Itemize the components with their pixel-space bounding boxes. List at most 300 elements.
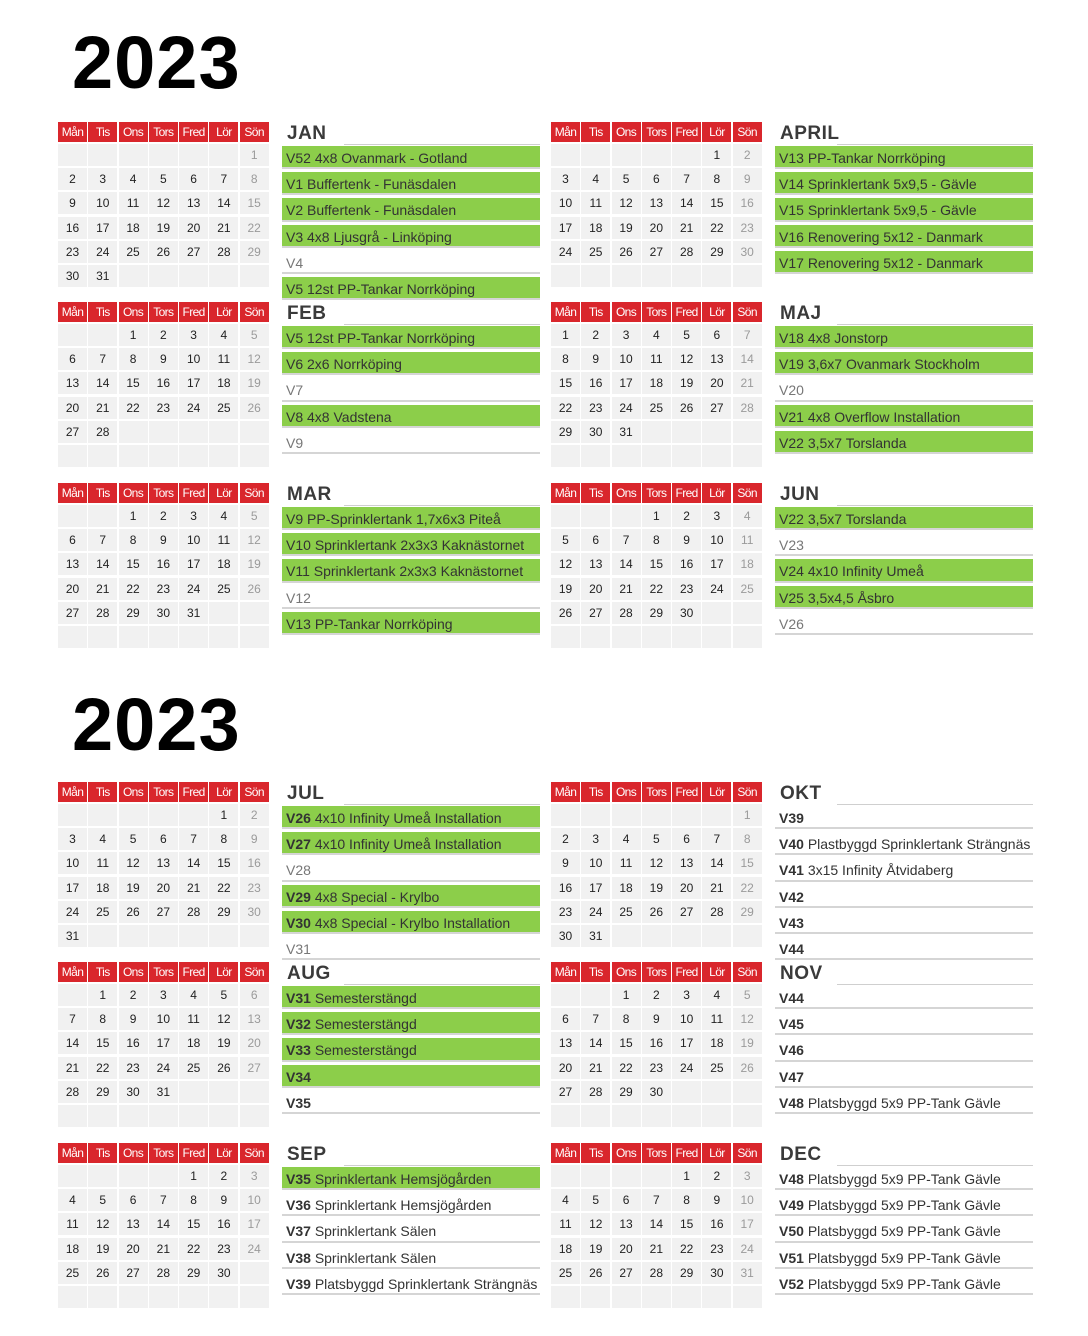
day-cell[interactable]: 8	[119, 348, 148, 370]
day-cell[interactable]: 7	[733, 324, 762, 346]
day-cell[interactable]: 1	[733, 804, 762, 826]
day-cell[interactable]: 10	[672, 1008, 701, 1030]
week-event[interactable]	[282, 858, 540, 881]
day-cell[interactable]: 9	[149, 529, 178, 551]
week-event[interactable]	[282, 352, 540, 375]
day-cell[interactable]: 22	[119, 397, 148, 419]
week-event[interactable]	[775, 1012, 1033, 1035]
day-cell[interactable]: 14	[58, 1032, 87, 1054]
day-cell[interactable]: 23	[58, 241, 87, 263]
day-cell[interactable]: 30	[702, 1262, 731, 1284]
day-cell[interactable]: 26	[240, 397, 269, 419]
day-cell[interactable]: 7	[612, 529, 641, 551]
day-cell[interactable]: 29	[642, 602, 671, 624]
day-cell[interactable]: 4	[209, 505, 238, 527]
day-cell[interactable]: 3	[581, 828, 610, 850]
day-cell[interactable]: 21	[88, 397, 117, 419]
day-cell[interactable]: 24	[612, 397, 641, 419]
day-cell[interactable]: 20	[642, 217, 671, 239]
day-cell[interactable]: 12	[240, 348, 269, 370]
day-cell[interactable]: 8	[612, 1008, 641, 1030]
day-cell[interactable]: 14	[179, 852, 208, 874]
day-cell[interactable]: 7	[209, 168, 238, 190]
day-cell[interactable]: 21	[672, 217, 701, 239]
week-event[interactable]	[282, 198, 540, 221]
week-event[interactable]	[282, 378, 540, 401]
day-cell[interactable]: 29	[612, 1081, 641, 1103]
week-event[interactable]	[282, 326, 540, 349]
day-cell[interactable]: 16	[209, 1213, 238, 1235]
day-cell[interactable]: 17	[179, 553, 208, 575]
week-event[interactable]	[282, 251, 540, 274]
day-cell[interactable]: 8	[672, 1189, 701, 1211]
day-cell[interactable]: 5	[672, 324, 701, 346]
week-event[interactable]	[282, 1193, 540, 1216]
day-cell[interactable]: 1	[88, 984, 117, 1006]
day-cell[interactable]: 7	[88, 529, 117, 551]
day-cell[interactable]: 2	[581, 324, 610, 346]
week-event[interactable]	[775, 911, 1033, 934]
day-cell[interactable]: 19	[642, 877, 671, 899]
day-cell[interactable]: 6	[672, 828, 701, 850]
day-cell[interactable]: 10	[733, 1189, 762, 1211]
day-cell[interactable]: 4	[58, 1189, 87, 1211]
day-cell[interactable]: 19	[240, 553, 269, 575]
day-cell[interactable]: 17	[581, 877, 610, 899]
day-cell[interactable]: 5	[551, 529, 580, 551]
day-cell[interactable]: 16	[149, 372, 178, 394]
day-cell[interactable]: 5	[642, 828, 671, 850]
day-cell[interactable]: 3	[179, 324, 208, 346]
day-cell[interactable]: 9	[58, 192, 87, 214]
day-cell[interactable]: 28	[209, 241, 238, 263]
day-cell[interactable]: 2	[551, 828, 580, 850]
day-cell[interactable]: 21	[179, 877, 208, 899]
day-cell[interactable]: 31	[179, 602, 208, 624]
day-cell[interactable]: 25	[209, 397, 238, 419]
day-cell[interactable]: 20	[179, 217, 208, 239]
day-cell[interactable]: 21	[642, 1238, 671, 1260]
day-cell[interactable]: 2	[209, 1165, 238, 1187]
day-cell[interactable]: 13	[702, 348, 731, 370]
day-cell[interactable]: 29	[702, 241, 731, 263]
day-cell[interactable]: 11	[88, 852, 117, 874]
day-cell[interactable]: 30	[58, 265, 87, 287]
day-cell[interactable]: 3	[240, 1165, 269, 1187]
day-cell[interactable]: 2	[119, 984, 148, 1006]
day-cell[interactable]: 14	[672, 192, 701, 214]
week-event[interactable]	[282, 1272, 540, 1295]
day-cell[interactable]: 19	[240, 372, 269, 394]
week-event[interactable]	[775, 405, 1033, 428]
week-event[interactable]	[775, 251, 1033, 274]
day-cell[interactable]: 24	[733, 1238, 762, 1260]
day-cell[interactable]: 2	[58, 168, 87, 190]
day-cell[interactable]: 15	[642, 553, 671, 575]
day-cell[interactable]: 19	[733, 1032, 762, 1054]
week-event[interactable]	[775, 1065, 1033, 1088]
day-cell[interactable]: 11	[551, 1213, 580, 1235]
day-cell[interactable]: 23	[119, 1057, 148, 1079]
day-cell[interactable]: 23	[733, 217, 762, 239]
day-cell[interactable]: 4	[612, 828, 641, 850]
day-cell[interactable]: 17	[551, 217, 580, 239]
day-cell[interactable]: 9	[642, 1008, 671, 1030]
day-cell[interactable]: 16	[240, 852, 269, 874]
day-cell[interactable]: 6	[58, 529, 87, 551]
day-cell[interactable]: 27	[551, 1081, 580, 1103]
day-cell[interactable]: 15	[179, 1213, 208, 1235]
day-cell[interactable]: 20	[551, 1057, 580, 1079]
day-cell[interactable]: 14	[612, 553, 641, 575]
day-cell[interactable]: 20	[119, 1238, 148, 1260]
day-cell[interactable]: 22	[209, 877, 238, 899]
day-cell[interactable]: 10	[58, 852, 87, 874]
week-event[interactable]	[282, 225, 540, 248]
day-cell[interactable]: 11	[209, 529, 238, 551]
day-cell[interactable]: 5	[240, 505, 269, 527]
day-cell[interactable]: 29	[240, 241, 269, 263]
day-cell[interactable]: 19	[149, 217, 178, 239]
day-cell[interactable]: 5	[88, 1189, 117, 1211]
day-cell[interactable]: 30	[240, 901, 269, 923]
day-cell[interactable]: 12	[672, 348, 701, 370]
day-cell[interactable]: 22	[119, 578, 148, 600]
day-cell[interactable]: 6	[581, 529, 610, 551]
day-cell[interactable]: 16	[733, 192, 762, 214]
day-cell[interactable]: 2	[642, 984, 671, 1006]
day-cell[interactable]: 10	[581, 852, 610, 874]
week-event[interactable]	[775, 806, 1033, 829]
day-cell[interactable]: 13	[58, 553, 87, 575]
day-cell[interactable]: 9	[672, 529, 701, 551]
day-cell[interactable]: 27	[149, 901, 178, 923]
day-cell[interactable]: 26	[209, 1057, 238, 1079]
day-cell[interactable]: 10	[702, 529, 731, 551]
day-cell[interactable]: 21	[149, 1238, 178, 1260]
day-cell[interactable]: 25	[209, 578, 238, 600]
week-event[interactable]	[775, 1193, 1033, 1216]
day-cell[interactable]: 10	[88, 192, 117, 214]
day-cell[interactable]: 16	[149, 553, 178, 575]
day-cell[interactable]: 8	[179, 1189, 208, 1211]
day-cell[interactable]: 15	[733, 852, 762, 874]
day-cell[interactable]: 1	[119, 324, 148, 346]
day-cell[interactable]: 7	[149, 1189, 178, 1211]
day-cell[interactable]: 5	[612, 168, 641, 190]
day-cell[interactable]: 12	[119, 852, 148, 874]
day-cell[interactable]: 4	[88, 828, 117, 850]
day-cell[interactable]: 31	[58, 925, 87, 947]
day-cell[interactable]: 18	[733, 553, 762, 575]
day-cell[interactable]: 27	[119, 1262, 148, 1284]
day-cell[interactable]: 10	[149, 1008, 178, 1030]
week-event[interactable]	[775, 1038, 1033, 1061]
day-cell[interactable]: 26	[672, 397, 701, 419]
day-cell[interactable]: 23	[209, 1238, 238, 1260]
day-cell[interactable]: 7	[672, 168, 701, 190]
day-cell[interactable]: 7	[581, 1008, 610, 1030]
week-event[interactable]	[775, 858, 1033, 881]
day-cell[interactable]: 4	[733, 505, 762, 527]
week-event[interactable]	[775, 1219, 1033, 1242]
day-cell[interactable]: 21	[612, 578, 641, 600]
week-event[interactable]	[775, 507, 1033, 530]
day-cell[interactable]: 25	[733, 578, 762, 600]
day-cell[interactable]: 19	[119, 877, 148, 899]
day-cell[interactable]: 23	[149, 397, 178, 419]
day-cell[interactable]: 13	[642, 192, 671, 214]
day-cell[interactable]: 8	[702, 168, 731, 190]
day-cell[interactable]: 6	[149, 828, 178, 850]
day-cell[interactable]: 5	[119, 828, 148, 850]
day-cell[interactable]: 27	[702, 397, 731, 419]
day-cell[interactable]: 9	[581, 348, 610, 370]
day-cell[interactable]: 23	[149, 578, 178, 600]
day-cell[interactable]: 12	[88, 1213, 117, 1235]
day-cell[interactable]: 16	[642, 1032, 671, 1054]
day-cell[interactable]: 2	[240, 804, 269, 826]
day-cell[interactable]: 25	[702, 1057, 731, 1079]
day-cell[interactable]: 17	[702, 553, 731, 575]
day-cell[interactable]: 18	[581, 217, 610, 239]
week-event[interactable]	[282, 405, 540, 428]
day-cell[interactable]: 9	[702, 1189, 731, 1211]
day-cell[interactable]: 6	[240, 984, 269, 1006]
day-cell[interactable]: 10	[179, 529, 208, 551]
day-cell[interactable]: 25	[642, 397, 671, 419]
day-cell[interactable]: 14	[702, 852, 731, 874]
day-cell[interactable]: 31	[149, 1081, 178, 1103]
day-cell[interactable]: 14	[88, 553, 117, 575]
day-cell[interactable]: 16	[672, 553, 701, 575]
day-cell[interactable]: 22	[702, 217, 731, 239]
day-cell[interactable]: 30	[119, 1081, 148, 1103]
day-cell[interactable]: 26	[612, 241, 641, 263]
day-cell[interactable]: 31	[733, 1262, 762, 1284]
day-cell[interactable]: 2	[149, 505, 178, 527]
day-cell[interactable]: 1	[209, 804, 238, 826]
day-cell[interactable]: 25	[551, 1262, 580, 1284]
day-cell[interactable]: 24	[58, 901, 87, 923]
week-event[interactable]	[282, 1167, 540, 1190]
day-cell[interactable]: 27	[240, 1057, 269, 1079]
day-cell[interactable]: 14	[88, 372, 117, 394]
day-cell[interactable]: 16	[58, 217, 87, 239]
day-cell[interactable]: 23	[672, 578, 701, 600]
day-cell[interactable]: 4	[702, 984, 731, 1006]
week-event[interactable]	[282, 533, 540, 556]
week-event[interactable]	[775, 431, 1033, 454]
week-event[interactable]	[775, 937, 1033, 960]
week-event[interactable]	[282, 911, 540, 934]
day-cell[interactable]: 28	[733, 397, 762, 419]
day-cell[interactable]: 4	[209, 324, 238, 346]
day-cell[interactable]: 11	[733, 529, 762, 551]
day-cell[interactable]: 12	[149, 192, 178, 214]
day-cell[interactable]: 19	[209, 1032, 238, 1054]
day-cell[interactable]: 26	[642, 901, 671, 923]
day-cell[interactable]: 19	[581, 1238, 610, 1260]
week-event[interactable]	[775, 533, 1033, 556]
week-event[interactable]	[775, 1091, 1033, 1114]
day-cell[interactable]: 14	[149, 1213, 178, 1235]
day-cell[interactable]: 22	[551, 397, 580, 419]
day-cell[interactable]: 1	[672, 1165, 701, 1187]
day-cell[interactable]: 14	[209, 192, 238, 214]
day-cell[interactable]: 11	[58, 1213, 87, 1235]
day-cell[interactable]: 27	[58, 421, 87, 443]
day-cell[interactable]: 19	[88, 1238, 117, 1260]
day-cell[interactable]: 13	[119, 1213, 148, 1235]
day-cell[interactable]: 13	[612, 1213, 641, 1235]
day-cell[interactable]: 25	[58, 1262, 87, 1284]
day-cell[interactable]: 15	[612, 1032, 641, 1054]
day-cell[interactable]: 22	[240, 217, 269, 239]
day-cell[interactable]: 9	[551, 852, 580, 874]
day-cell[interactable]: 3	[88, 168, 117, 190]
day-cell[interactable]: 30	[672, 602, 701, 624]
day-cell[interactable]: 30	[733, 241, 762, 263]
day-cell[interactable]: 28	[702, 901, 731, 923]
day-cell[interactable]: 26	[581, 1262, 610, 1284]
day-cell[interactable]: 1	[551, 324, 580, 346]
day-cell[interactable]: 21	[88, 578, 117, 600]
week-event[interactable]	[775, 986, 1033, 1009]
week-event[interactable]	[282, 937, 540, 960]
day-cell[interactable]: 12	[209, 1008, 238, 1030]
day-cell[interactable]: 24	[702, 578, 731, 600]
day-cell[interactable]: 1	[240, 144, 269, 166]
day-cell[interactable]: 1	[119, 505, 148, 527]
day-cell[interactable]: 19	[612, 217, 641, 239]
day-cell[interactable]: 28	[88, 421, 117, 443]
week-event[interactable]	[282, 885, 540, 908]
day-cell[interactable]: 25	[612, 901, 641, 923]
day-cell[interactable]: 11	[209, 348, 238, 370]
day-cell[interactable]: 18	[642, 372, 671, 394]
day-cell[interactable]: 26	[149, 241, 178, 263]
day-cell[interactable]: 31	[612, 421, 641, 443]
day-cell[interactable]: 24	[149, 1057, 178, 1079]
day-cell[interactable]: 27	[179, 241, 208, 263]
week-event[interactable]	[282, 586, 540, 609]
week-event[interactable]	[775, 1272, 1033, 1295]
week-event[interactable]	[775, 1167, 1033, 1190]
week-event[interactable]	[282, 1246, 540, 1269]
day-cell[interactable]: 3	[58, 828, 87, 850]
week-event[interactable]	[775, 326, 1033, 349]
day-cell[interactable]: 12	[240, 529, 269, 551]
day-cell[interactable]: 1	[612, 984, 641, 1006]
day-cell[interactable]: 25	[88, 901, 117, 923]
day-cell[interactable]: 24	[179, 397, 208, 419]
day-cell[interactable]: 24	[179, 578, 208, 600]
day-cell[interactable]: 2	[149, 324, 178, 346]
day-cell[interactable]: 9	[240, 828, 269, 850]
day-cell[interactable]: 13	[581, 553, 610, 575]
week-event[interactable]	[775, 225, 1033, 248]
day-cell[interactable]: 3	[551, 168, 580, 190]
day-cell[interactable]: 17	[88, 217, 117, 239]
day-cell[interactable]: 29	[119, 602, 148, 624]
day-cell[interactable]: 23	[702, 1238, 731, 1260]
day-cell[interactable]: 3	[612, 324, 641, 346]
week-event[interactable]	[775, 612, 1033, 635]
week-event[interactable]	[282, 1038, 540, 1061]
day-cell[interactable]: 4	[642, 324, 671, 346]
day-cell[interactable]: 9	[209, 1189, 238, 1211]
day-cell[interactable]: 11	[581, 192, 610, 214]
day-cell[interactable]: 9	[119, 1008, 148, 1030]
day-cell[interactable]: 17	[149, 1032, 178, 1054]
day-cell[interactable]: 9	[733, 168, 762, 190]
day-cell[interactable]: 4	[581, 168, 610, 190]
day-cell[interactable]: 26	[88, 1262, 117, 1284]
day-cell[interactable]: 15	[209, 852, 238, 874]
week-event[interactable]	[775, 832, 1033, 855]
day-cell[interactable]: 22	[733, 877, 762, 899]
week-event[interactable]	[282, 559, 540, 582]
week-event[interactable]	[282, 806, 540, 829]
day-cell[interactable]: 22	[179, 1238, 208, 1260]
day-cell[interactable]: 11	[702, 1008, 731, 1030]
day-cell[interactable]: 16	[581, 372, 610, 394]
day-cell[interactable]: 29	[209, 901, 238, 923]
day-cell[interactable]: 29	[88, 1081, 117, 1103]
day-cell[interactable]: 17	[58, 877, 87, 899]
day-cell[interactable]: 5	[240, 324, 269, 346]
week-event[interactable]	[282, 172, 540, 195]
day-cell[interactable]: 18	[209, 553, 238, 575]
day-cell[interactable]: 28	[672, 241, 701, 263]
week-event[interactable]	[775, 559, 1033, 582]
day-cell[interactable]: 18	[209, 372, 238, 394]
day-cell[interactable]: 29	[179, 1262, 208, 1284]
day-cell[interactable]: 13	[179, 192, 208, 214]
week-event[interactable]	[775, 378, 1033, 401]
day-cell[interactable]: 1	[179, 1165, 208, 1187]
day-cell[interactable]: 2	[733, 144, 762, 166]
day-cell[interactable]: 26	[240, 578, 269, 600]
day-cell[interactable]: 6	[702, 324, 731, 346]
day-cell[interactable]: 20	[581, 578, 610, 600]
day-cell[interactable]: 22	[612, 1057, 641, 1079]
day-cell[interactable]: 26	[119, 901, 148, 923]
day-cell[interactable]: 24	[551, 241, 580, 263]
day-cell[interactable]: 19	[551, 578, 580, 600]
day-cell[interactable]: 28	[179, 901, 208, 923]
day-cell[interactable]: 7	[642, 1189, 671, 1211]
day-cell[interactable]: 14	[581, 1032, 610, 1054]
day-cell[interactable]: 8	[642, 529, 671, 551]
day-cell[interactable]: 3	[733, 1165, 762, 1187]
day-cell[interactable]: 6	[612, 1189, 641, 1211]
week-event[interactable]	[282, 431, 540, 454]
day-cell[interactable]: 17	[612, 372, 641, 394]
day-cell[interactable]: 15	[240, 192, 269, 214]
day-cell[interactable]: 28	[612, 602, 641, 624]
day-cell[interactable]: 21	[733, 372, 762, 394]
day-cell[interactable]: 20	[672, 877, 701, 899]
day-cell[interactable]: 16	[119, 1032, 148, 1054]
day-cell[interactable]: 22	[642, 578, 671, 600]
day-cell[interactable]: 8	[240, 168, 269, 190]
week-event[interactable]	[775, 146, 1033, 169]
day-cell[interactable]: 25	[119, 241, 148, 263]
day-cell[interactable]: 4	[179, 984, 208, 1006]
day-cell[interactable]: 11	[179, 1008, 208, 1030]
